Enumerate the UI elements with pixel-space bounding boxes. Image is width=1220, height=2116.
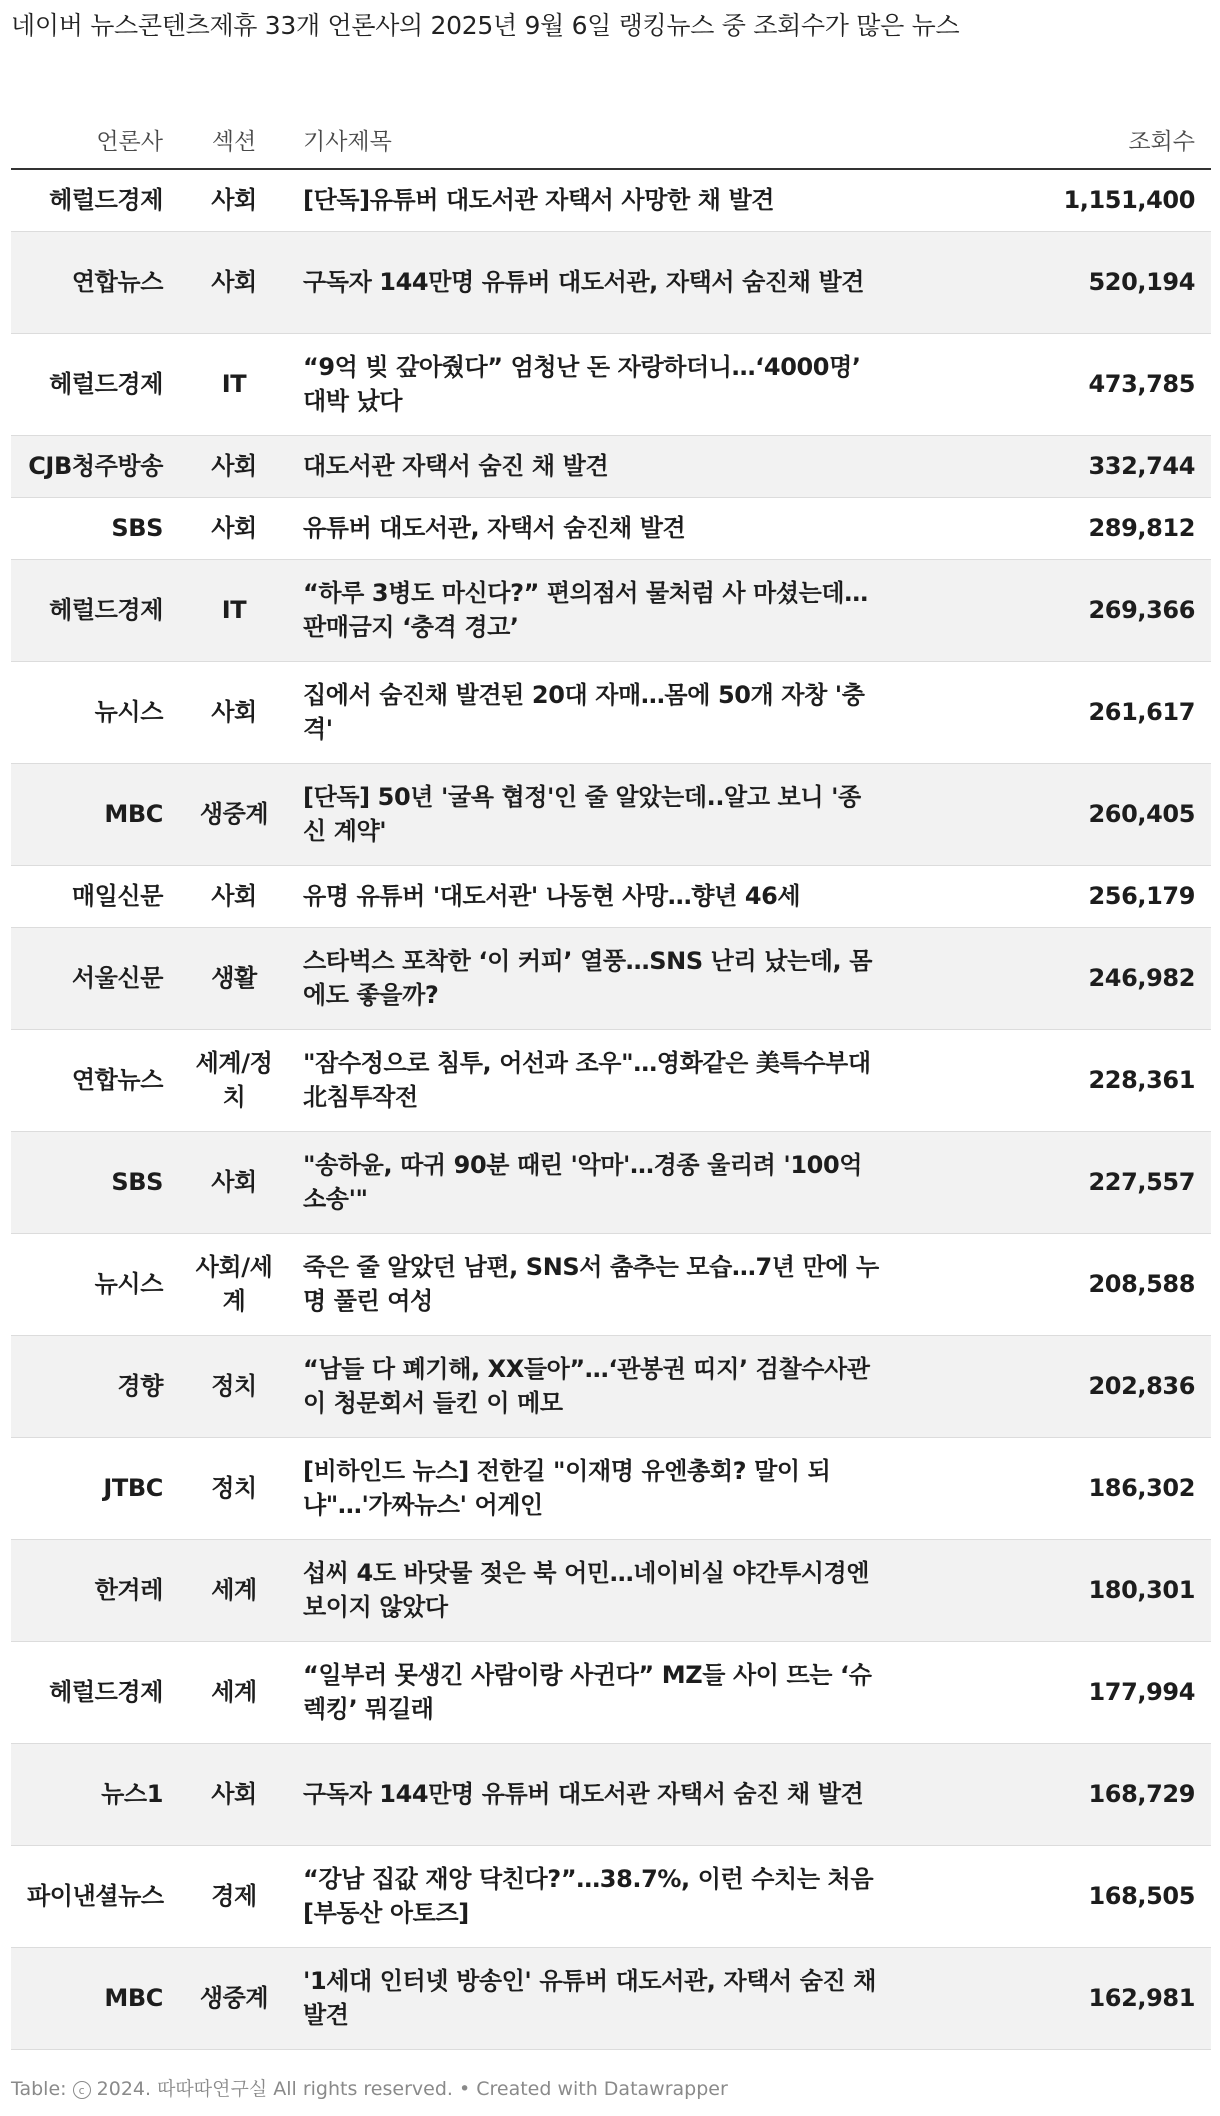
views-cell: 260,405 xyxy=(901,763,1211,865)
section-cell: 사회 xyxy=(179,1743,289,1845)
section-cell: 사회 xyxy=(179,497,289,559)
views-cell: 162,981 xyxy=(901,1947,1211,2049)
page-title: 네이버 뉴스콘텐츠제휴 33개 언론사의 2025년 9월 6일 랭킹뉴스 중 조회수가 많은 뉴스 xyxy=(11,11,960,40)
headline-cell: [단독]유튜버 대도서관 자택서 사망한 채 발견 xyxy=(289,169,901,231)
column-header-section[interactable]: 섹션 xyxy=(179,94,289,169)
press-cell: 연합뉴스 xyxy=(11,1029,179,1131)
views-cell: 332,744 xyxy=(901,435,1211,497)
press-cell: MBC xyxy=(11,763,179,865)
press-cell: 헤럴드경제 xyxy=(11,333,179,435)
table-row xyxy=(11,559,1211,661)
press-cell: 경향 xyxy=(11,1335,179,1437)
footer-prefix: Table: xyxy=(11,2078,67,2100)
headline-cell: [비하인드 뉴스] 전한길 "이재명 유엔총회? 말이 되냐"…'가짜뉴스' 어게인 xyxy=(289,1437,901,1539)
section-cell: IT xyxy=(179,559,289,661)
views-cell: 186,302 xyxy=(901,1437,1211,1539)
views-cell: 202,836 xyxy=(901,1335,1211,1437)
section-cell: 세계 xyxy=(179,1641,289,1743)
section-cell: 사회 xyxy=(179,1131,289,1233)
views-cell: 261,617 xyxy=(901,661,1211,763)
section-cell: 세계 xyxy=(179,1539,289,1641)
table-row xyxy=(11,169,1211,231)
headline-cell: “일부러 못생긴 사람이랑 사귄다” MZ들 사이 뜨는 ‘슈렉킹’ 뭐길래 xyxy=(289,1641,901,1743)
press-cell: 헤럴드경제 xyxy=(11,169,179,231)
press-cell: JTBC xyxy=(11,1437,179,1539)
headline-cell: 구독자 144만명 유튜버 대도서관, 자택서 숨진채 발견 xyxy=(289,231,901,333)
table-row xyxy=(11,1335,1211,1437)
press-cell: 뉴시스 xyxy=(11,1233,179,1335)
headline-cell: 유명 유튜버 '대도서관' 나동현 사망…향년 46세 xyxy=(289,865,901,927)
headline-cell: 섭씨 4도 바닷물 젖은 북 어민…네이비실 야간투시경엔 보이지 않았다 xyxy=(289,1539,901,1641)
views-cell: 473,785 xyxy=(901,333,1211,435)
footer-notice: 2024. 따따따연구실 All rights reserved. • Created with Datawrapper xyxy=(96,2078,728,2100)
section-cell: 사회 xyxy=(179,435,289,497)
section-cell: 사회 xyxy=(179,169,289,231)
table-row xyxy=(11,763,1211,865)
table-row xyxy=(11,927,1211,1029)
table-row xyxy=(11,865,1211,927)
headline-cell: 스타벅스 포착한 ‘이 커피’ 열풍…SNS 난리 났는데, 몸에도 좋을까? xyxy=(289,927,901,1029)
views-cell: 228,361 xyxy=(901,1029,1211,1131)
section-cell: 생중계 xyxy=(179,763,289,865)
press-cell: 헤럴드경제 xyxy=(11,559,179,661)
press-cell: 뉴스1 xyxy=(11,1743,179,1845)
section-cell: 정치 xyxy=(179,1437,289,1539)
section-cell: 사회 xyxy=(179,865,289,927)
headline-cell: 집에서 숨진채 발견된 20대 자매…몸에 50개 자창 '충격' xyxy=(289,661,901,763)
table-row xyxy=(11,1743,1211,1845)
views-cell: 246,982 xyxy=(901,927,1211,1029)
press-cell: MBC xyxy=(11,1947,179,2049)
views-cell: 177,994 xyxy=(901,1641,1211,1743)
headline-cell: “9억 빚 갚아줬다” 엄청난 돈 자랑하더니…‘4000명’ 대박 났다 xyxy=(289,333,901,435)
table-row xyxy=(11,497,1211,559)
table-row xyxy=(11,661,1211,763)
section-cell: 경제 xyxy=(179,1845,289,1947)
views-cell: 168,505 xyxy=(901,1845,1211,1947)
column-header-views[interactable]: 조회수 xyxy=(901,94,1211,169)
section-cell: 사회 xyxy=(179,661,289,763)
table-row xyxy=(11,333,1211,435)
views-cell: 256,179 xyxy=(901,865,1211,927)
headline-cell: 죽은 줄 알았던 남편, SNS서 춤추는 모습…7년 만에 누명 풀린 여성 xyxy=(289,1233,901,1335)
section-cell: 사회/세계 xyxy=(179,1233,289,1335)
press-cell: 한겨레 xyxy=(11,1539,179,1641)
headline-cell: “남들 다 폐기해, XX들아”…‘관봉권 띠지’ 검찰수사관이 청문회서 들킨 이 메모 xyxy=(289,1335,901,1437)
press-cell: SBS xyxy=(11,497,179,559)
press-cell: 뉴시스 xyxy=(11,661,179,763)
table-row xyxy=(11,1845,1211,1947)
table-row xyxy=(11,1539,1211,1641)
column-header-headline[interactable]: 기사제목 xyxy=(289,94,901,169)
views-cell: 168,729 xyxy=(901,1743,1211,1845)
headline-cell: "송하윤, 따귀 90분 때린 '악마'…경종 울리려 '100억 소송'" xyxy=(289,1131,901,1233)
headline-cell: 유튜버 대도서관, 자택서 숨진채 발견 xyxy=(289,497,901,559)
views-cell: 180,301 xyxy=(901,1539,1211,1641)
section-cell: 생활 xyxy=(179,927,289,1029)
table-row xyxy=(11,1437,1211,1539)
views-cell: 520,194 xyxy=(901,231,1211,333)
press-cell: CJB청주방송 xyxy=(11,435,179,497)
table-row xyxy=(11,1641,1211,1743)
table-row xyxy=(11,1131,1211,1233)
section-cell: 정치 xyxy=(179,1335,289,1437)
headline-cell: "잠수정으로 침투, 어선과 조우"…영화같은 美특수부대 北침투작전 xyxy=(289,1029,901,1131)
column-header-press[interactable]: 언론사 xyxy=(11,94,179,169)
table-row xyxy=(11,1029,1211,1131)
headline-cell: 구독자 144만명 유튜버 대도서관 자택서 숨진 채 발견 xyxy=(289,1743,901,1845)
headline-cell: [단독] 50년 '굴욕 협정'인 줄 알았는데..알고 보니 '종신 계약' xyxy=(289,763,901,865)
views-cell: 1,151,400 xyxy=(901,169,1211,231)
ranking-table xyxy=(11,94,1211,2050)
views-cell: 269,366 xyxy=(901,559,1211,661)
views-cell: 227,557 xyxy=(901,1131,1211,1233)
section-cell: 세계/정치 xyxy=(179,1029,289,1131)
headline-cell: 대도서관 자택서 숨진 채 발견 xyxy=(289,435,901,497)
section-cell: IT xyxy=(179,333,289,435)
table-footer xyxy=(11,2074,728,2101)
views-cell: 208,588 xyxy=(901,1233,1211,1335)
section-cell: 사회 xyxy=(179,231,289,333)
press-cell: SBS xyxy=(11,1131,179,1233)
press-cell: 헤럴드경제 xyxy=(11,1641,179,1743)
table-row xyxy=(11,1947,1211,2049)
headline-cell: '1세대 인터넷 방송인' 유튜버 대도서관, 자택서 숨진 채 발견 xyxy=(289,1947,901,2049)
press-cell: 매일신문 xyxy=(11,865,179,927)
table-row xyxy=(11,231,1211,333)
table-row xyxy=(11,1233,1211,1335)
copyright-icon: c xyxy=(73,2081,91,2099)
headline-cell: “하루 3병도 마신다?” 편의점서 물처럼 사 마셨는데…판매금지 ‘충격 경고’ xyxy=(289,559,901,661)
press-cell: 서울신문 xyxy=(11,927,179,1029)
table-row xyxy=(11,435,1211,497)
press-cell: 연합뉴스 xyxy=(11,231,179,333)
headline-cell: “강남 집값 재앙 닥친다?”…38.7%, 이런 수치는 처음 [부동산 아토즈] xyxy=(289,1845,901,1947)
views-cell: 289,812 xyxy=(901,497,1211,559)
section-cell: 생중계 xyxy=(179,1947,289,2049)
table-header-row xyxy=(11,94,1211,169)
press-cell: 파이낸셜뉴스 xyxy=(11,1845,179,1947)
